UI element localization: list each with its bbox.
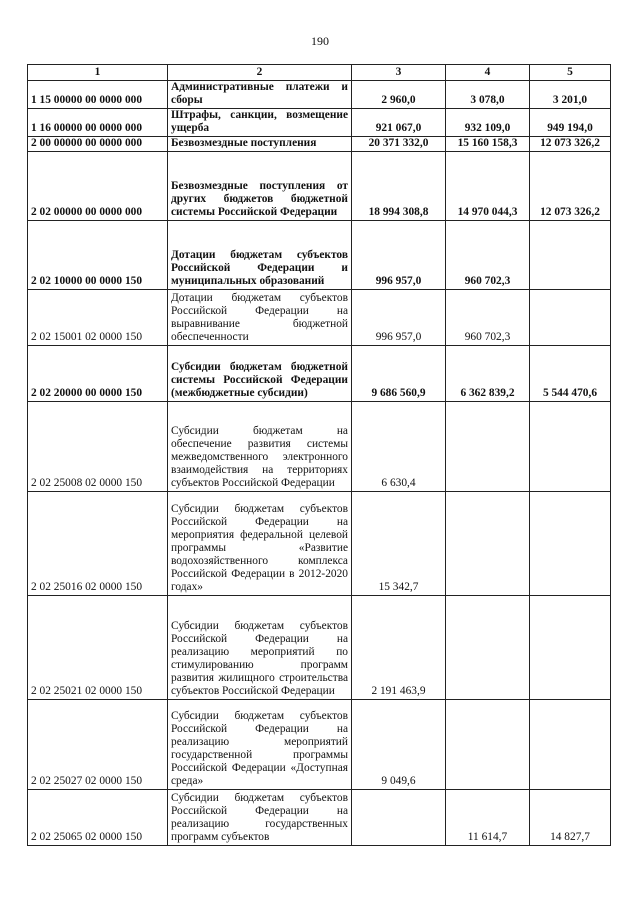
budget-code-cell: 2 02 25027 02 0000 150 [28,700,168,790]
value-col4-cell: 960 702,3 [446,290,530,346]
budget-code-cell: 2 02 25016 02 0000 150 [28,492,168,596]
budget-code-cell: 2 02 25021 02 0000 150 [28,596,168,700]
value-col5-cell [530,221,611,290]
value-col5-cell: 5 544 470,6 [530,346,611,402]
column-header: 3 [352,65,446,81]
value-col4-cell: 960 702,3 [446,221,530,290]
revenue-name-cell: Субсидии бюджетам субъектов Российской Федерации на мероприятия федеральной целевой программы «Развитие водохозяйственного комплекса Российской Федерации в 2012-2020 годах» [168,492,352,596]
budget-code-cell: 2 02 25008 02 0000 150 [28,402,168,492]
value-col3-cell: 2 960,0 [352,81,446,109]
value-col4-cell: 6 362 839,2 [446,346,530,402]
table-row [28,290,611,346]
budget-code-cell: 1 16 00000 00 0000 000 [28,109,168,137]
value-col5-cell [530,402,611,492]
value-col3-cell: 20 371 332,0 [352,137,446,152]
revenue-name-cell: Безвозмездные поступления от других бюджетов бюджетной системы Российской Федерации [168,152,352,221]
table-body [28,81,611,846]
revenue-name-cell: Штрафы, санкции, возмещение ущерба [168,109,352,137]
value-col5-cell: 3 201,0 [530,81,611,109]
table-row [28,152,611,221]
revenue-name-cell: Дотации бюджетам субъектов Российской Федерации и муниципальных образований [168,221,352,290]
value-col3-cell: 996 957,0 [352,221,446,290]
budget-code-cell: 2 02 25065 02 0000 150 [28,790,168,846]
table-row [28,81,611,109]
table-row [28,221,611,290]
revenue-name-cell: Субсидии бюджетам бюджетной системы Российской Федерации (межбюджетные субсидии) [168,346,352,402]
value-col4-cell: 3 078,0 [446,81,530,109]
table-row [28,700,611,790]
value-col3-cell: 6 630,4 [352,402,446,492]
budget-code-cell: 2 02 00000 00 0000 000 [28,152,168,221]
table-header-row [28,65,611,81]
value-col3-cell: 9 686 560,9 [352,346,446,402]
value-col4-cell: 15 160 158,3 [446,137,530,152]
column-header: 2 [168,65,352,81]
revenue-name-cell: Субсидии бюджетам на обеспечение развития системы межведомственного электронного взаимодействия на территориях субъектов Российской Федерации [168,402,352,492]
value-col3-cell: 921 067,0 [352,109,446,137]
table-row [28,790,611,846]
revenue-name-cell: Субсидии бюджетам субъектов Российской Федерации на реализацию мероприятий по стимулированию программ развития жилищного строительства субъектов Российской Федерации [168,596,352,700]
revenue-name-cell: Безвозмездные поступления [168,137,352,152]
value-col4-cell: 14 970 044,3 [446,152,530,221]
value-col5-cell [530,492,611,596]
budget-code-cell: 2 02 20000 00 0000 150 [28,346,168,402]
value-col4-cell [446,596,530,700]
budget-revenue-table [27,64,611,846]
budget-code-cell: 1 15 00000 00 0000 000 [28,81,168,109]
budget-code-cell: 2 02 15001 02 0000 150 [28,290,168,346]
value-col3-cell: 996 957,0 [352,290,446,346]
revenue-name-cell: Дотации бюджетам субъектов Российской Федерации на выравнивание бюджетной обеспеченности [168,290,352,346]
page-number: 190 [311,34,329,48]
budget-code-cell: 2 00 00000 00 0000 000 [28,137,168,152]
value-col3-cell: 15 342,7 [352,492,446,596]
value-col5-cell: 949 194,0 [530,109,611,137]
value-col5-cell [530,596,611,700]
column-header: 5 [530,65,611,81]
table-row [28,109,611,137]
table-row [28,596,611,700]
table-row [28,492,611,596]
column-header: 4 [446,65,530,81]
value-col3-cell: 9 049,6 [352,700,446,790]
value-col5-cell: 12 073 326,2 [530,137,611,152]
value-col3-cell: 18 994 308,8 [352,152,446,221]
value-col4-cell [446,492,530,596]
value-col4-cell: 932 109,0 [446,109,530,137]
value-col5-cell: 12 073 326,2 [530,152,611,221]
table-row [28,402,611,492]
revenue-name-cell: Субсидии бюджетам субъектов Российской Федерации на реализацию государственных программ субъектов [168,790,352,846]
value-col5-cell: 14 827,7 [530,790,611,846]
value-col4-cell [446,700,530,790]
value-col3-cell [352,790,446,846]
column-header: 1 [28,65,168,81]
table-row [28,346,611,402]
budget-code-cell: 2 02 10000 00 0000 150 [28,221,168,290]
revenue-name-cell: Административные платежи и сборы [168,81,352,109]
value-col4-cell: 11 614,7 [446,790,530,846]
value-col4-cell [446,402,530,492]
table-row [28,137,611,152]
value-col5-cell [530,700,611,790]
revenue-name-cell: Субсидии бюджетам субъектов Российской Федерации на реализацию мероприятий государственной программы Российской Федерации «Доступная среда» [168,700,352,790]
value-col3-cell: 2 191 463,9 [352,596,446,700]
value-col5-cell [530,290,611,346]
